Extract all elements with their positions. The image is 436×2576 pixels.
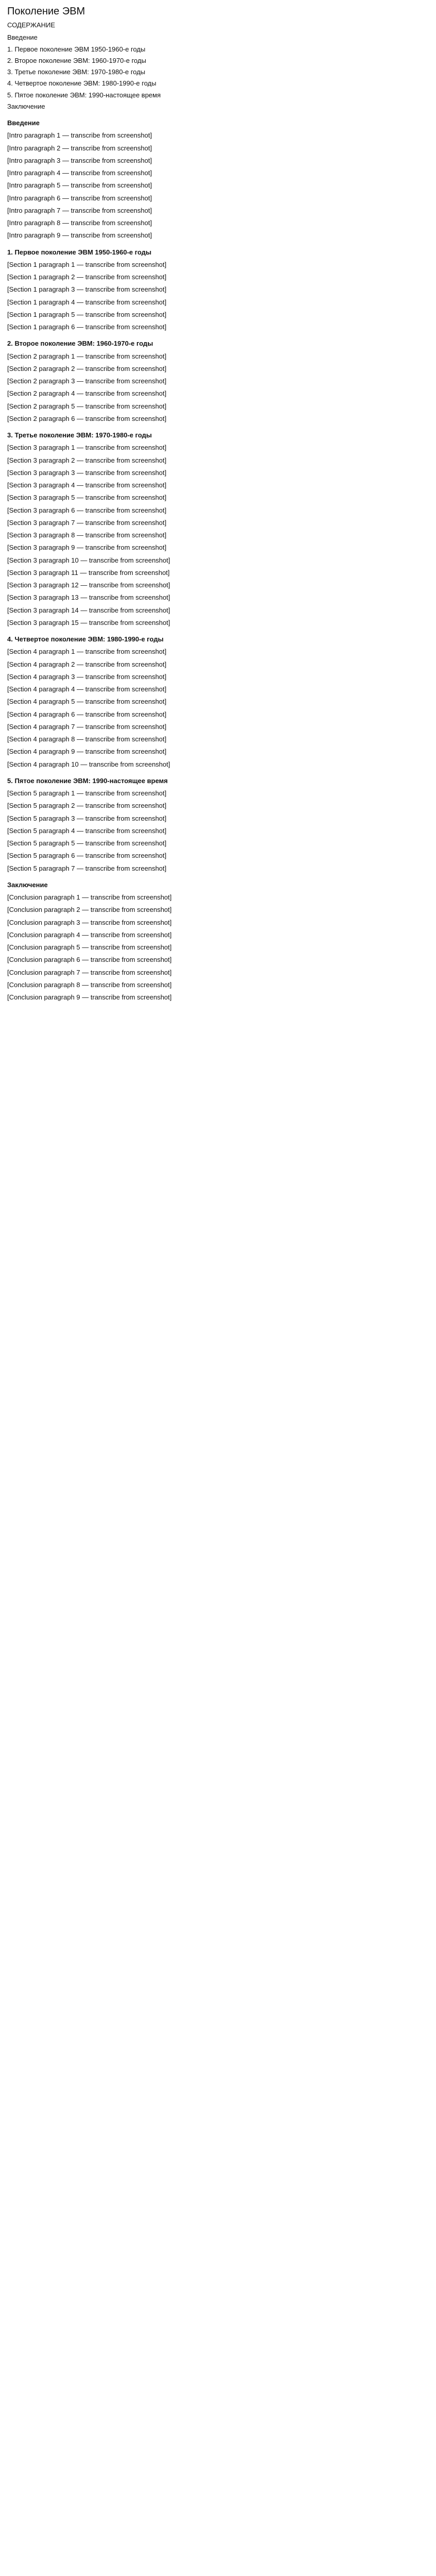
section-2-paragraph-6: [Section 2 paragraph 6 — transcribe from screenshot] — [7, 414, 167, 422]
section-5-paragraph-4: [Section 5 paragraph 4 — transcribe from screenshot] — [7, 826, 167, 835]
section-3-paragraph-15: [Section 3 paragraph 15 — transcribe from screenshot] — [7, 618, 170, 626]
section-1 — [7, 248, 429, 332]
section-3-paragraph-8: [Section 3 paragraph 8 — transcribe from screenshot] — [7, 531, 167, 539]
section-3-paragraph-14: [Section 3 paragraph 14 — transcribe from screenshot] — [7, 606, 170, 614]
section-intro — [7, 119, 429, 240]
toc-link-5: 5. Пятое поколение ЭВМ: 1990-настоящее время — [7, 91, 161, 99]
toc-item-4 — [7, 79, 429, 88]
section-heading-3: 3. Третье поколение ЭВМ: 1970-1980-е годы — [7, 431, 152, 439]
section-4-paragraph-7: [Section 4 paragraph 7 — transcribe from screenshot] — [7, 722, 167, 731]
toc-link-intro: Введение — [7, 33, 38, 42]
toc-item-2 — [7, 57, 429, 65]
section-3-paragraph-12: [Section 3 paragraph 12 — transcribe from screenshot] — [7, 581, 170, 589]
section-1-paragraph-5: [Section 1 paragraph 5 — transcribe from screenshot] — [7, 310, 167, 318]
toc-heading: СОДЕРЖАНИЕ — [7, 21, 56, 29]
page-title: Поколение ЭВМ — [7, 6, 85, 17]
section-3-paragraph-4: [Section 3 paragraph 4 — transcribe from screenshot] — [7, 481, 167, 489]
section-3-paragraph-9: [Section 3 paragraph 9 — transcribe from screenshot] — [7, 544, 167, 552]
section-4-paragraph-1: [Section 4 paragraph 1 — transcribe from screenshot] — [7, 648, 167, 656]
section-3-paragraph-10: [Section 3 paragraph 10 — transcribe from screenshot] — [7, 556, 170, 564]
intro-paragraph-1: [Intro paragraph 1 — transcribe from screenshot] — [7, 131, 152, 140]
intro-paragraph-6: [Intro paragraph 6 — transcribe from screenshot] — [7, 194, 152, 202]
intro-paragraph-4: [Intro paragraph 4 — transcribe from screenshot] — [7, 169, 152, 177]
toc-item-1 — [7, 45, 429, 54]
conclusion-paragraph-7: [Conclusion paragraph 7 — transcribe from screenshot] — [7, 968, 172, 976]
intro-paragraph-5: [Intro paragraph 5 — transcribe from screenshot] — [7, 181, 152, 190]
section-4-paragraph-9: [Section 4 paragraph 9 — transcribe from screenshot] — [7, 748, 167, 756]
toc-item-conclusion — [7, 103, 429, 111]
section-5-paragraph-6: [Section 5 paragraph 6 — transcribe from screenshot] — [7, 852, 167, 860]
section-3-paragraph-5: [Section 3 paragraph 5 — transcribe from screenshot] — [7, 494, 167, 502]
section-3-paragraph-6: [Section 3 paragraph 6 — transcribe from screenshot] — [7, 506, 167, 514]
table-of-contents — [7, 33, 429, 111]
section-heading-4: 4. Четвертое поколение ЭВМ: 1980-1990-е годы — [7, 635, 164, 643]
section-4 — [7, 635, 429, 769]
section-2-paragraph-3: [Section 2 paragraph 3 — transcribe from screenshot] — [7, 377, 167, 385]
section-1-paragraph-2: [Section 1 paragraph 2 — transcribe from screenshot] — [7, 273, 167, 281]
section-5-paragraph-3: [Section 5 paragraph 3 — transcribe from screenshot] — [7, 814, 167, 822]
section-5 — [7, 777, 429, 873]
section-5-paragraph-5: [Section 5 paragraph 5 — transcribe from screenshot] — [7, 839, 167, 847]
section-4-paragraph-5: [Section 4 paragraph 5 — transcribe from screenshot] — [7, 698, 167, 706]
section-4-paragraph-3: [Section 4 paragraph 3 — transcribe from screenshot] — [7, 672, 167, 681]
section-3-paragraph-7: [Section 3 paragraph 7 — transcribe from screenshot] — [7, 518, 167, 527]
section-5-paragraph-2: [Section 5 paragraph 2 — transcribe from screenshot] — [7, 802, 167, 810]
conclusion-paragraph-4: [Conclusion paragraph 4 — transcribe from screenshot] — [7, 930, 172, 939]
conclusion-paragraph-9: [Conclusion paragraph 9 — transcribe from screenshot] — [7, 993, 172, 1001]
section-3-paragraph-3: [Section 3 paragraph 3 — transcribe from screenshot] — [7, 468, 167, 477]
conclusion-paragraph-6: [Conclusion paragraph 6 — transcribe from screenshot] — [7, 956, 172, 964]
section-2-paragraph-2: [Section 2 paragraph 2 — transcribe from screenshot] — [7, 364, 167, 372]
section-heading-conclusion: Заключение — [7, 880, 48, 889]
intro-paragraph-7: [Intro paragraph 7 — transcribe from screenshot] — [7, 206, 152, 214]
section-4-paragraph-2: [Section 4 paragraph 2 — transcribe from screenshot] — [7, 660, 167, 668]
toc-item-intro — [7, 33, 429, 42]
section-4-paragraph-6: [Section 4 paragraph 6 — transcribe from screenshot] — [7, 710, 167, 718]
toc-link-3: 3. Третье поколение ЭВМ: 1970-1980-е годы — [7, 68, 146, 76]
section-conclusion — [7, 881, 429, 1002]
section-3-paragraph-2: [Section 3 paragraph 2 — transcribe from screenshot] — [7, 456, 167, 464]
toc-link-2: 2. Второе поколение ЭВМ: 1960-1970-е годы — [7, 56, 146, 64]
section-2-paragraph-5: [Section 2 paragraph 5 — transcribe from screenshot] — [7, 402, 167, 410]
toc-link-conclusion: Заключение — [7, 102, 45, 110]
section-2-paragraph-4: [Section 2 paragraph 4 — transcribe from screenshot] — [7, 389, 167, 398]
intro-paragraph-3: [Intro paragraph 3 — transcribe from screenshot] — [7, 156, 152, 164]
section-4-paragraph-4: [Section 4 paragraph 4 — transcribe from screenshot] — [7, 685, 167, 693]
section-heading-5: 5. Пятое поколение ЭВМ: 1990-настоящее время — [7, 776, 168, 785]
intro-paragraph-9: [Intro paragraph 9 — transcribe from screenshot] — [7, 231, 152, 240]
section-3-paragraph-1: [Section 3 paragraph 1 — transcribe from screenshot] — [7, 444, 167, 452]
document-page — [7, 5, 429, 1002]
intro-paragraph-8: [Intro paragraph 8 — transcribe from screenshot] — [7, 219, 152, 227]
conclusion-paragraph-8: [Conclusion paragraph 8 — transcribe from screenshot] — [7, 980, 172, 989]
section-3-paragraph-11: [Section 3 paragraph 11 — transcribe from screenshot] — [7, 568, 170, 577]
intro-paragraph-2: [Intro paragraph 2 — transcribe from screenshot] — [7, 144, 152, 152]
section-1-paragraph-4: [Section 1 paragraph 4 — transcribe from screenshot] — [7, 298, 167, 306]
section-2 — [7, 340, 429, 423]
section-4-paragraph-8: [Section 4 paragraph 8 — transcribe from screenshot] — [7, 735, 167, 743]
toc-item-5 — [7, 91, 429, 99]
section-2-paragraph-1: [Section 2 paragraph 1 — transcribe from screenshot] — [7, 352, 167, 360]
section-heading-2: 2. Второе поколение ЭВМ: 1960-1970-е годы — [7, 340, 153, 348]
section-1-paragraph-6: [Section 1 paragraph 6 — transcribe from screenshot] — [7, 323, 167, 331]
section-5-paragraph-7: [Section 5 paragraph 7 — transcribe from screenshot] — [7, 864, 167, 872]
toc-link-1: 1. Первое поколение ЭВМ 1950-1960-е годы — [7, 45, 146, 53]
section-heading-intro: Введение — [7, 119, 40, 127]
conclusion-paragraph-2: [Conclusion paragraph 2 — transcribe from screenshot] — [7, 906, 172, 914]
section-4-paragraph-10: [Section 4 paragraph 10 — transcribe from screenshot] — [7, 760, 170, 768]
section-3-paragraph-13: [Section 3 paragraph 13 — transcribe from screenshot] — [7, 594, 170, 602]
section-1-paragraph-3: [Section 1 paragraph 3 — transcribe from screenshot] — [7, 285, 167, 294]
section-5-paragraph-1: [Section 5 paragraph 1 — transcribe from screenshot] — [7, 789, 167, 797]
conclusion-paragraph-1: [Conclusion paragraph 1 — transcribe from screenshot] — [7, 893, 172, 901]
section-1-paragraph-1: [Section 1 paragraph 1 — transcribe from screenshot] — [7, 260, 167, 268]
toc-link-4: 4. Четвертое поколение ЭВМ: 1980-1990-е годы — [7, 79, 156, 88]
toc-item-3 — [7, 68, 429, 76]
conclusion-paragraph-5: [Conclusion paragraph 5 — transcribe from screenshot] — [7, 943, 172, 951]
section-heading-1: 1. Первое поколение ЭВМ 1950-1960-е годы — [7, 248, 152, 256]
section-3 — [7, 431, 429, 627]
conclusion-paragraph-3: [Conclusion paragraph 3 — transcribe from screenshot] — [7, 918, 172, 926]
